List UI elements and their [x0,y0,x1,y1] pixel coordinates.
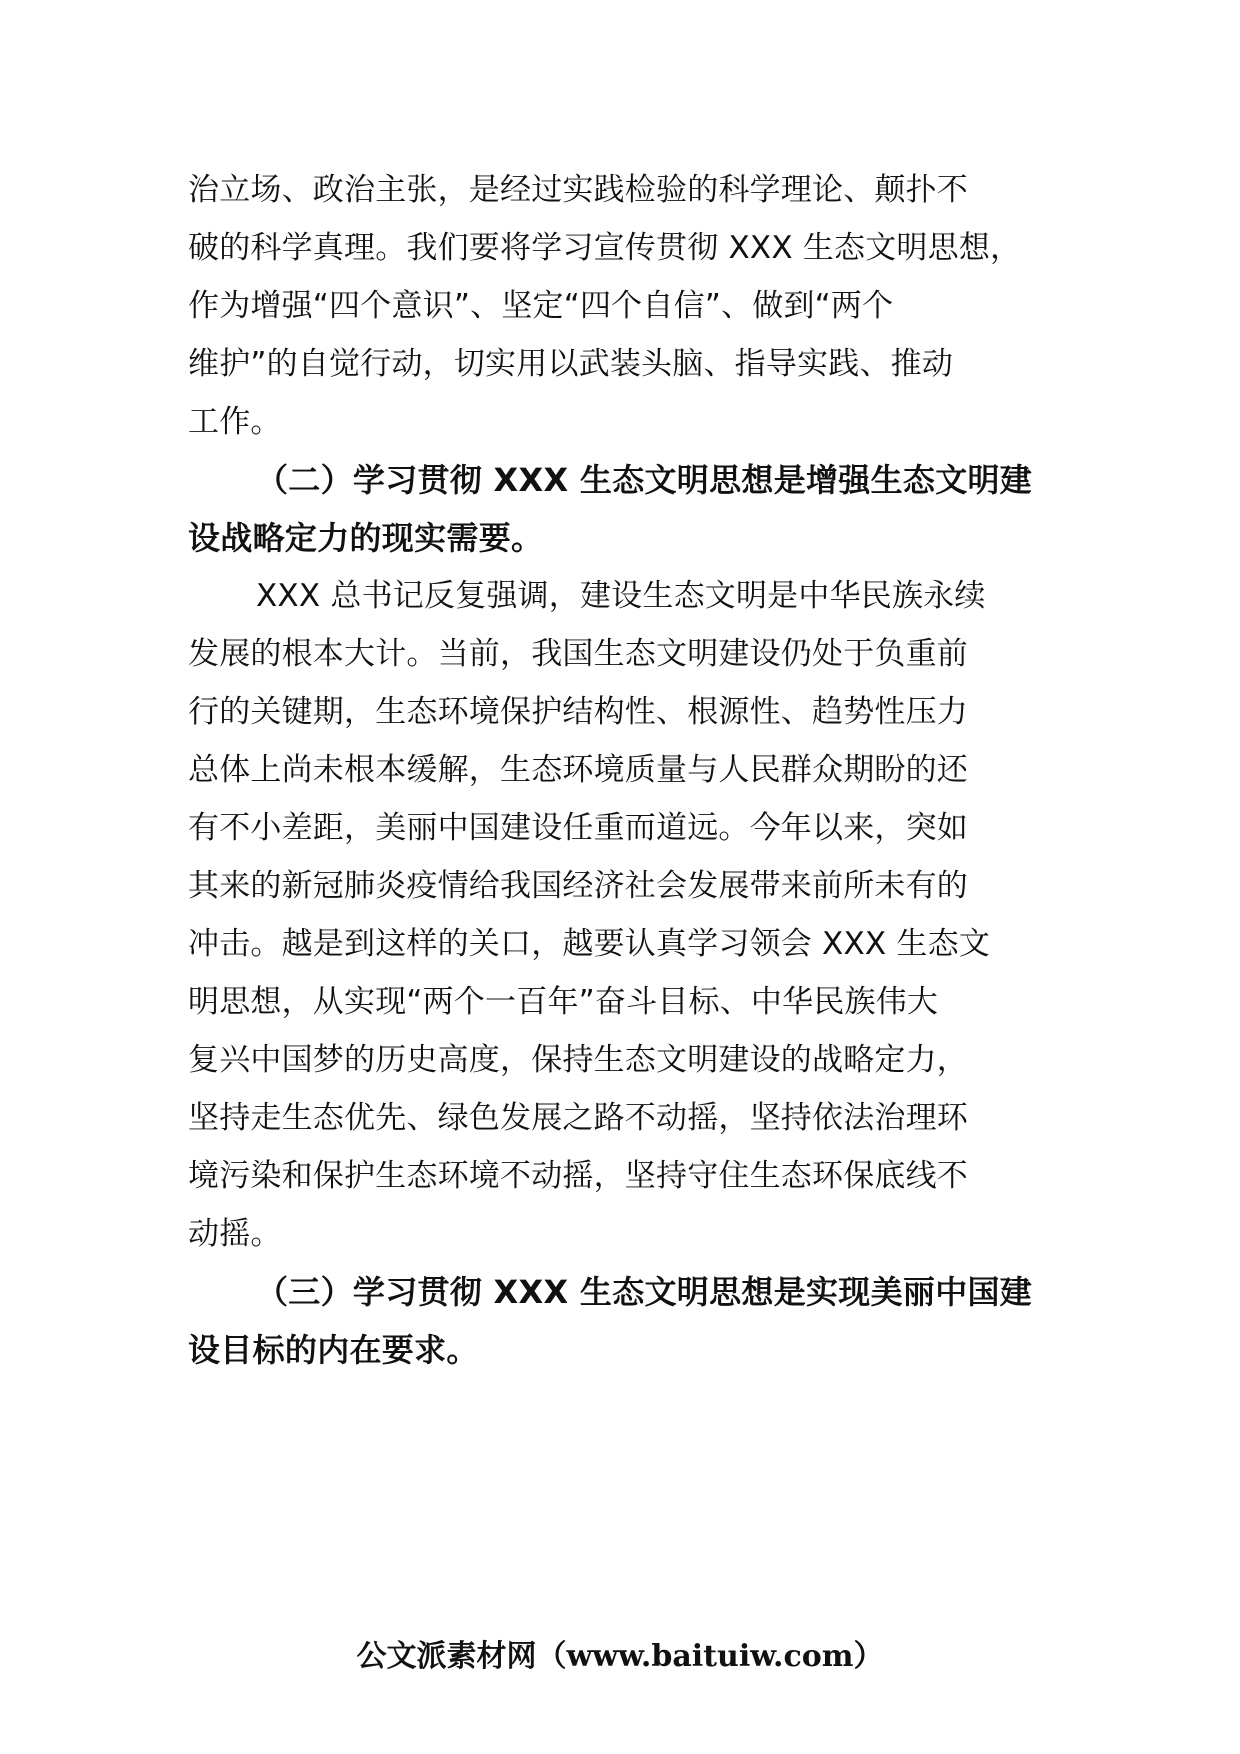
paragraph-line: 冲击。越是到这样的关口，越要认真学习领会 XXX 生态文 [188,926,991,962]
paragraph-line: XXX 总书记反复强调，建设生态文明是中华民族永续 [256,578,986,614]
section-heading: 设战略定力的现实需要。 [188,519,544,557]
paragraph-line: 维护”的自觉行动，切实用以武装头脑、指导实践、推动 [188,346,954,382]
paragraph-line: 复兴中国梦的历史高度，保持生态文明建设的战略定力， [188,1042,968,1078]
paragraph-line: 其来的新冠肺炎疫情给我国经济社会发展带来前所未有的 [188,868,968,904]
page-footer: 公文派素材网（www.baituiw.com） [356,1639,884,1674]
section-heading: （二）学习贯彻 XXX 生态文明思想是增强生态文明建 [256,461,1033,499]
paragraph-line: 动摇。 [188,1216,282,1252]
section-heading: （三）学习贯彻 XXX 生态文明思想是实现美丽中国建 [256,1273,1033,1311]
paragraph-line: 明思想，从实现“两个一百年”奋斗目标、中华民族伟大 [188,984,939,1020]
paragraph-line: 行的关键期，生态环境保护结构性、根源性、趋势性压力 [188,694,968,730]
paragraph-line: 发展的根本大计。当前，我国生态文明建设仍处于负重前 [188,636,968,672]
paragraph-line: 境污染和保护生态环境不动摇，坚持守住生态环保底线不 [188,1158,968,1194]
paragraph-line: 有不小差距，美丽中国建设任重而道远。今年以来，突如 [188,810,968,846]
section-heading: 设目标的内在要求。 [188,1331,479,1369]
paragraph-line: 总体上尚未根本缓解，生态环境质量与人民群众期盼的还 [188,752,968,788]
paragraph-line: 作为增强“四个意识”、坚定“四个自信”、做到“两个 [188,288,894,324]
paragraph-line: 坚持走生态优先、绿色发展之路不动摇，坚持依法治理环 [188,1100,968,1136]
paragraph-line: 破的科学真理。我们要将学习宣传贯彻 XXX 生态文明思想， [188,230,1022,266]
paragraph-line: 治立场、政治主张，是经过实践检验的科学理论、颠扑不 [188,172,968,208]
paragraph-line: 工作。 [188,404,282,440]
